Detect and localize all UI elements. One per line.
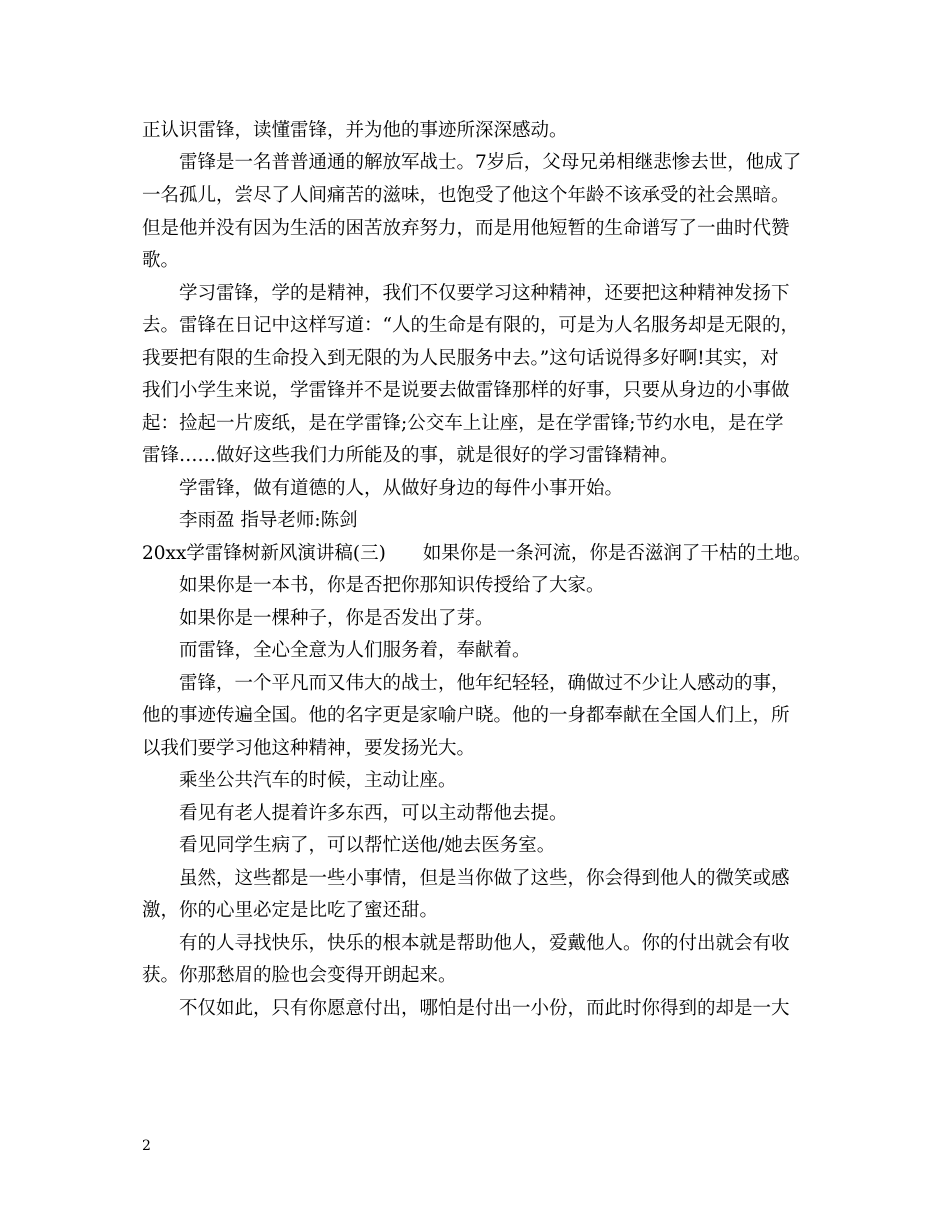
text-line: 乘坐公共汽车的时候，主动让座。: [179, 770, 457, 791]
text-line: 如果你是一棵种子，你是否发出了芽。: [179, 608, 494, 629]
text-line: 起：捡起一片废纸，是在学雷锋;公交车上让座，是在学雷锋;节约水电，是在学: [142, 413, 784, 434]
text-line: 20xx学雷锋树新风演讲稿(三) 如果你是一条河流，你是否滋润了干枯的土地。: [142, 543, 812, 564]
text-line: 学雷锋，做有道德的人，从做好身边的每件小事开始。: [179, 478, 624, 499]
text-line: 但是他并没有因为生活的困苦放弃努力，而是用他短暂的生命谱写了一曲时代赞: [142, 218, 790, 239]
text-line: 如果你是一本书，你是否把你那知识传授给了大家。: [179, 575, 605, 596]
text-line: 学习雷锋，学的是精神，我们不仅要学习这种精神，还要把这种精神发扬下: [179, 283, 790, 304]
text-line: 一名孤儿，尝尽了人间痛苦的滋味，也饱受了他这个年龄不该承受的社会黑暗。: [142, 185, 790, 206]
text-line: 获。你那愁眉的脸也会变得开朗起来。: [142, 965, 457, 986]
text-line: 以我们要学习他这种精神，要发扬光大。: [142, 738, 476, 759]
page-number: 2: [142, 1138, 151, 1154]
text-line: 雷锋是一名普普通通的解放军战士。7岁后，父母兄弟相继悲惨去世，他成了: [179, 152, 802, 173]
text-line: 李雨盈 指导老师:陈剑: [179, 510, 358, 531]
text-line: 正认识雷锋，读懂雷锋，并为他的事迹所深深感动。: [142, 120, 568, 141]
text-line: 激，你的心里必定是比吃了蜜还甜。: [142, 900, 439, 921]
text-line: 虽然，这些都是一些小事情，但是当你做了这些，你会得到他人的微笑或感: [179, 868, 790, 889]
text-line: 雷锋……做好这些我们力所能及的事，就是很好的学习雷锋精神。: [142, 445, 679, 466]
text-line: 不仅如此，只有你愿意付出，哪怕是付出一小份，而此时你得到的却是一大: [179, 998, 790, 1019]
text-line: 我们小学生来说，学雷锋并不是说要去做雷锋那样的好事，只要从身边的小事做: [142, 380, 790, 401]
text-line: 有的人寻找快乐，快乐的根本就是帮助他人，爱戴他人。你的付出就会有收: [179, 933, 790, 954]
text-line: 看见有老人提着许多东西，可以主动帮他去提。: [179, 803, 568, 824]
text-line: 看见同学生病了，可以帮忙送他/她去医务室。: [179, 835, 556, 856]
text-line: 我要把有限的生命投入到无限的为人民服务中去。”这句话说得多好啊!其实，对: [142, 348, 779, 369]
text-line: 歌。: [142, 250, 180, 271]
text-line: 而雷锋，全心全意为人们服务着，奉献着。: [179, 640, 531, 661]
text-line: 他的事迹传遍全国。他的名字更是家喻户晓。他的一身都奉献在全国人们上，所: [142, 705, 790, 726]
text-line: 去。雷锋在日记中这样写道：“人的生命是有限的，可是为人名服务却是无限的，: [142, 315, 799, 336]
text-line: 雷锋，一个平凡而又伟大的战士，他年纪轻轻，确做过不少让人感动的事，: [179, 673, 790, 694]
